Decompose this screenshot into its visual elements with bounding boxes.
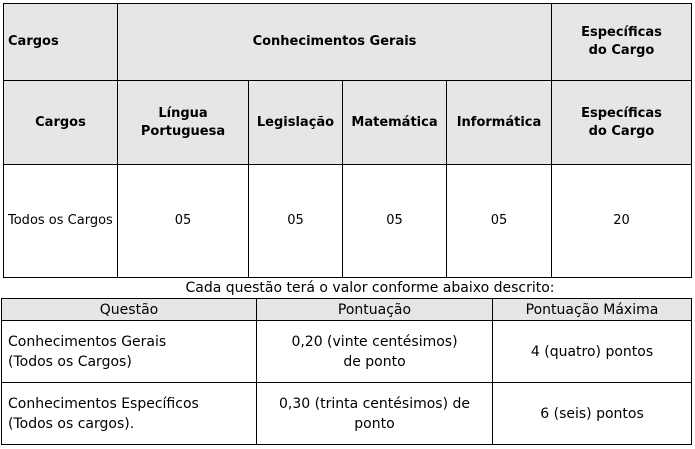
- scoring-caption: Cada questão terá o valor conforme abaixo descrito:: [185, 280, 555, 296]
- lingua-header-line2: Portuguesa: [140, 123, 226, 139]
- questao-cell: [2, 383, 257, 445]
- pontuacao-cell: 0,30 (trinta centésimos) de ponto: [257, 383, 493, 445]
- pontuacao-line2: de ponto: [343, 353, 406, 370]
- pontuacao-cell: [257, 321, 493, 383]
- table-row: [2, 383, 692, 445]
- questions-per-subject-table: [3, 3, 692, 278]
- especificas-count-cell: 20: [552, 165, 692, 278]
- especificas-header: [552, 4, 692, 81]
- questao-line2: (Todos os Cargos): [8, 353, 132, 370]
- table1-header-row-1: [4, 4, 692, 81]
- especificas-header-line2: do Cargo: [588, 43, 655, 58]
- pontuacao-line1: 0,20 (vinte centésimos): [291, 333, 458, 350]
- pontuacao-maxima-header: Pontuação Máxima: [493, 299, 692, 321]
- lingua-header-line1: Língua: [158, 105, 208, 121]
- table-row: [4, 165, 692, 278]
- table1-header-row-2: [4, 81, 692, 165]
- matematica-header: Matemática: [343, 81, 447, 165]
- especificas-header-line1: Específicas: [581, 25, 662, 40]
- lingua-portuguesa-header: [118, 81, 249, 165]
- table-row: [2, 321, 692, 383]
- informatica-count-cell: 05: [447, 165, 552, 278]
- maxima-cell: 4 (quatro) pontos: [493, 321, 692, 383]
- scoring-header-row: [2, 299, 692, 321]
- maxima-cell: 6 (seis) pontos: [493, 383, 692, 445]
- cargos-header: Cargos: [4, 4, 118, 81]
- lingua-count-cell: 05: [118, 165, 249, 278]
- legislacao-count-cell: 05: [249, 165, 343, 278]
- especificas-subheader-line1: Específicas: [581, 105, 662, 121]
- scoring-table: [1, 298, 692, 445]
- pontuacao-header: Pontuação: [257, 299, 493, 321]
- cargos-subheader: Cargos: [4, 81, 118, 165]
- questao-line1: Conhecimentos Gerais: [8, 333, 167, 350]
- especificas-subheader: [552, 81, 692, 165]
- legislacao-header: Legislação: [249, 81, 343, 165]
- cargo-cell: Todos os Cargos: [4, 165, 118, 278]
- questao-cell: [2, 321, 257, 383]
- matematica-count-cell: 05: [343, 165, 447, 278]
- questao-header: Questão: [2, 299, 257, 321]
- questao-line1: Conhecimentos Específicos: [8, 395, 199, 412]
- questao-line2: (Todos os cargos).: [8, 415, 135, 432]
- especificas-subheader-line2: do Cargo: [588, 123, 655, 139]
- informatica-header: Informática: [447, 81, 552, 165]
- conhecimentos-gerais-header: Conhecimentos Gerais: [118, 4, 552, 81]
